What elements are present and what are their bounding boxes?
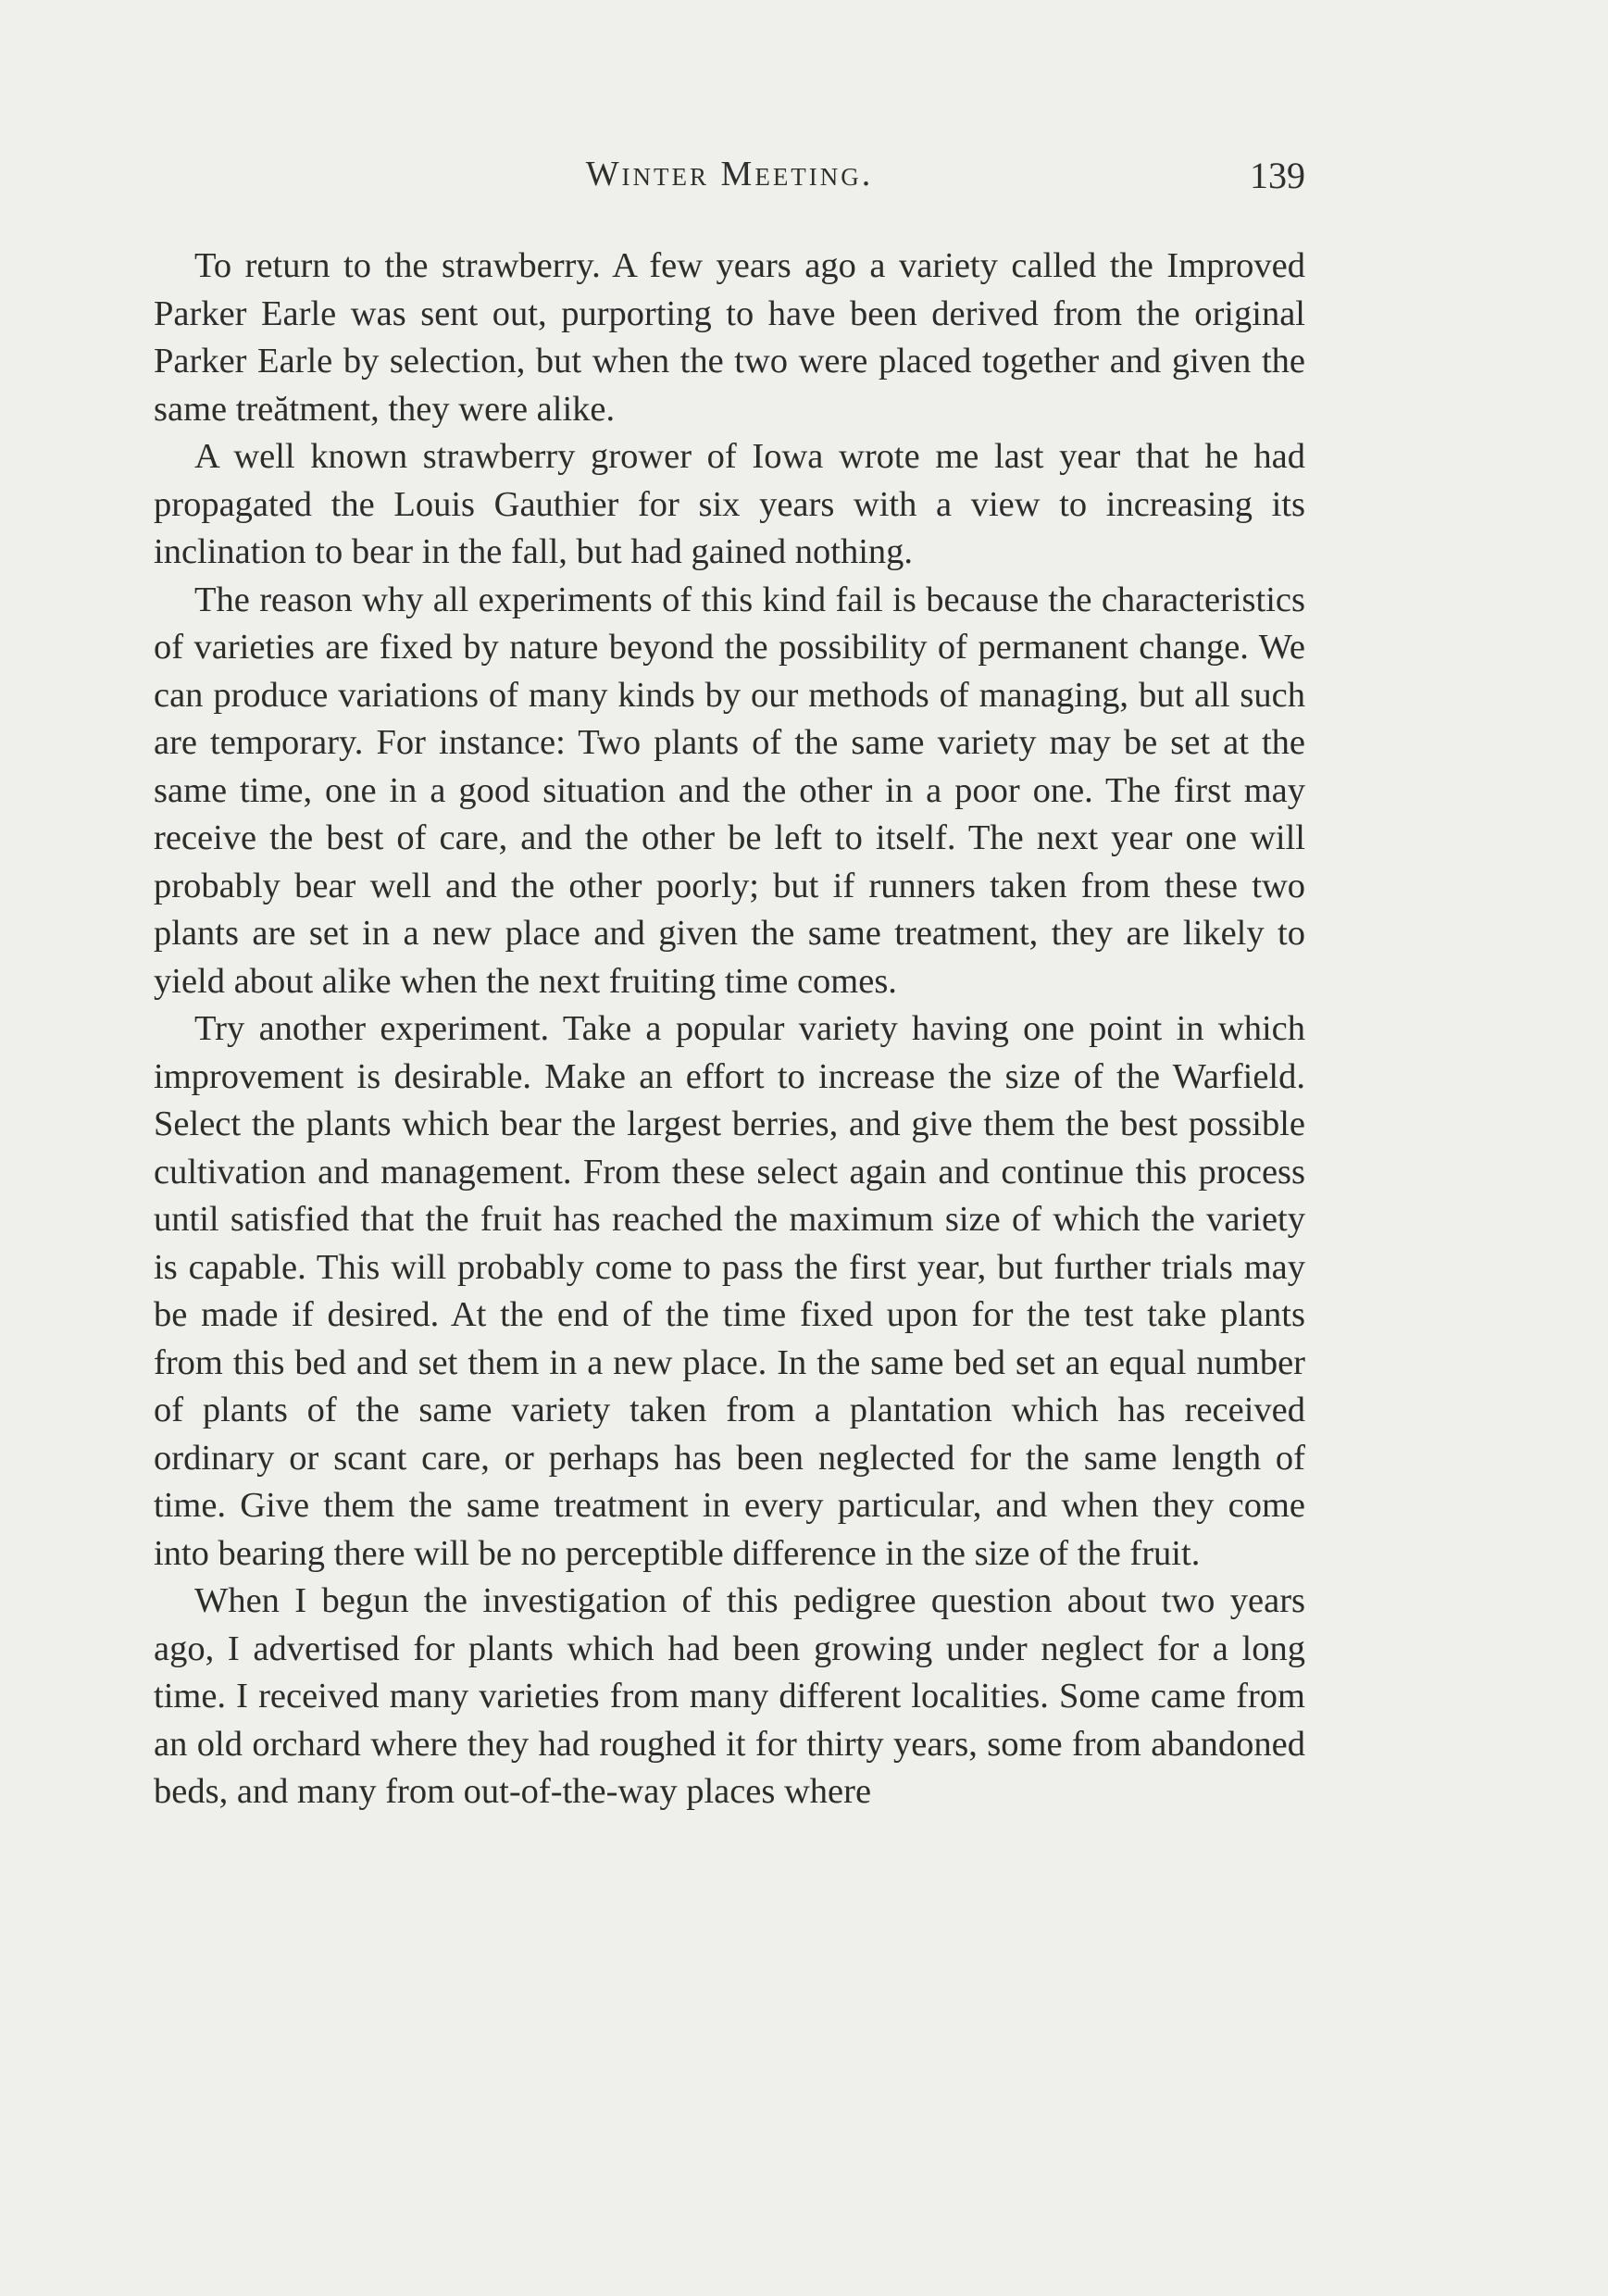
paragraph: The reason why all experiments of this kind fail is because the characteristics of varieties are fixed by nature beyond the possibility of permanent change. We can produce variations of many kinds by our methods of managing, but all such are temporary. For instance: Two plants of the same variety may be set at the same time, one in a good situation and the other in a poor one. The first may receive the best of care, and the other be left to itself. The next year one will probably bear well and the other poorly; but if runners taken from these two plants are set in a new place and given the same treatment, they are likely to yield about alike when the next fruiting time comes.	[154, 580, 1305, 1001]
page-number: 139	[1250, 155, 1305, 196]
paragraph: Try another experiment. Take a popular variety having one point in which improvement is desirable. Make an effort to increase the size of the Warfield. Select the plants which bear the largest berries, and give them the best possible cultivation and management. From these select again and continue this process until satisfied that the fruit has reached the maximum size of which the variety is capable. This will probably come to pass the first year, but further trials may be made if desired. At the end of the time fixed upon for the test take plants from this bed and set them in a new place. In the same bed set an equal number of plants of the same variety taken from a plantation which has received ordinary or scant care, or perhaps has been neglected for the same length of time. Give them the same treatment in every particular, and when they come into bearing there will be no perceptible difference in the size of the fruit.	[154, 1009, 1305, 1573]
paragraph: A well known strawberry grower of Iowa wrote me last year that he had propagated the Louis Gauthier for six years with a view to increasing its inclination to bear in the fall, but had gained nothing.	[154, 437, 1305, 571]
body-text	[154, 243, 1305, 1816]
paragraph: To return to the strawberry. A few years ago a variety called the Improved Parker Earle was sent out, purporting to have been derived from the original Parker Earle by selection, but when the two were placed together and given the same treătment, they were alike.	[154, 246, 1305, 429]
running-head: Winter Meeting.	[585, 155, 874, 193]
paragraph: When I begun the investigation of this pedigree question about two years ago, I advertised for plants which had been growing under neglect for a long time. I received many varieties from many different localities. Some came from an old orchard where they had roughed it for thirty years, some from abandoned beds, and many from out-of-the-way places where	[154, 1581, 1305, 1811]
page-header	[154, 154, 1305, 200]
